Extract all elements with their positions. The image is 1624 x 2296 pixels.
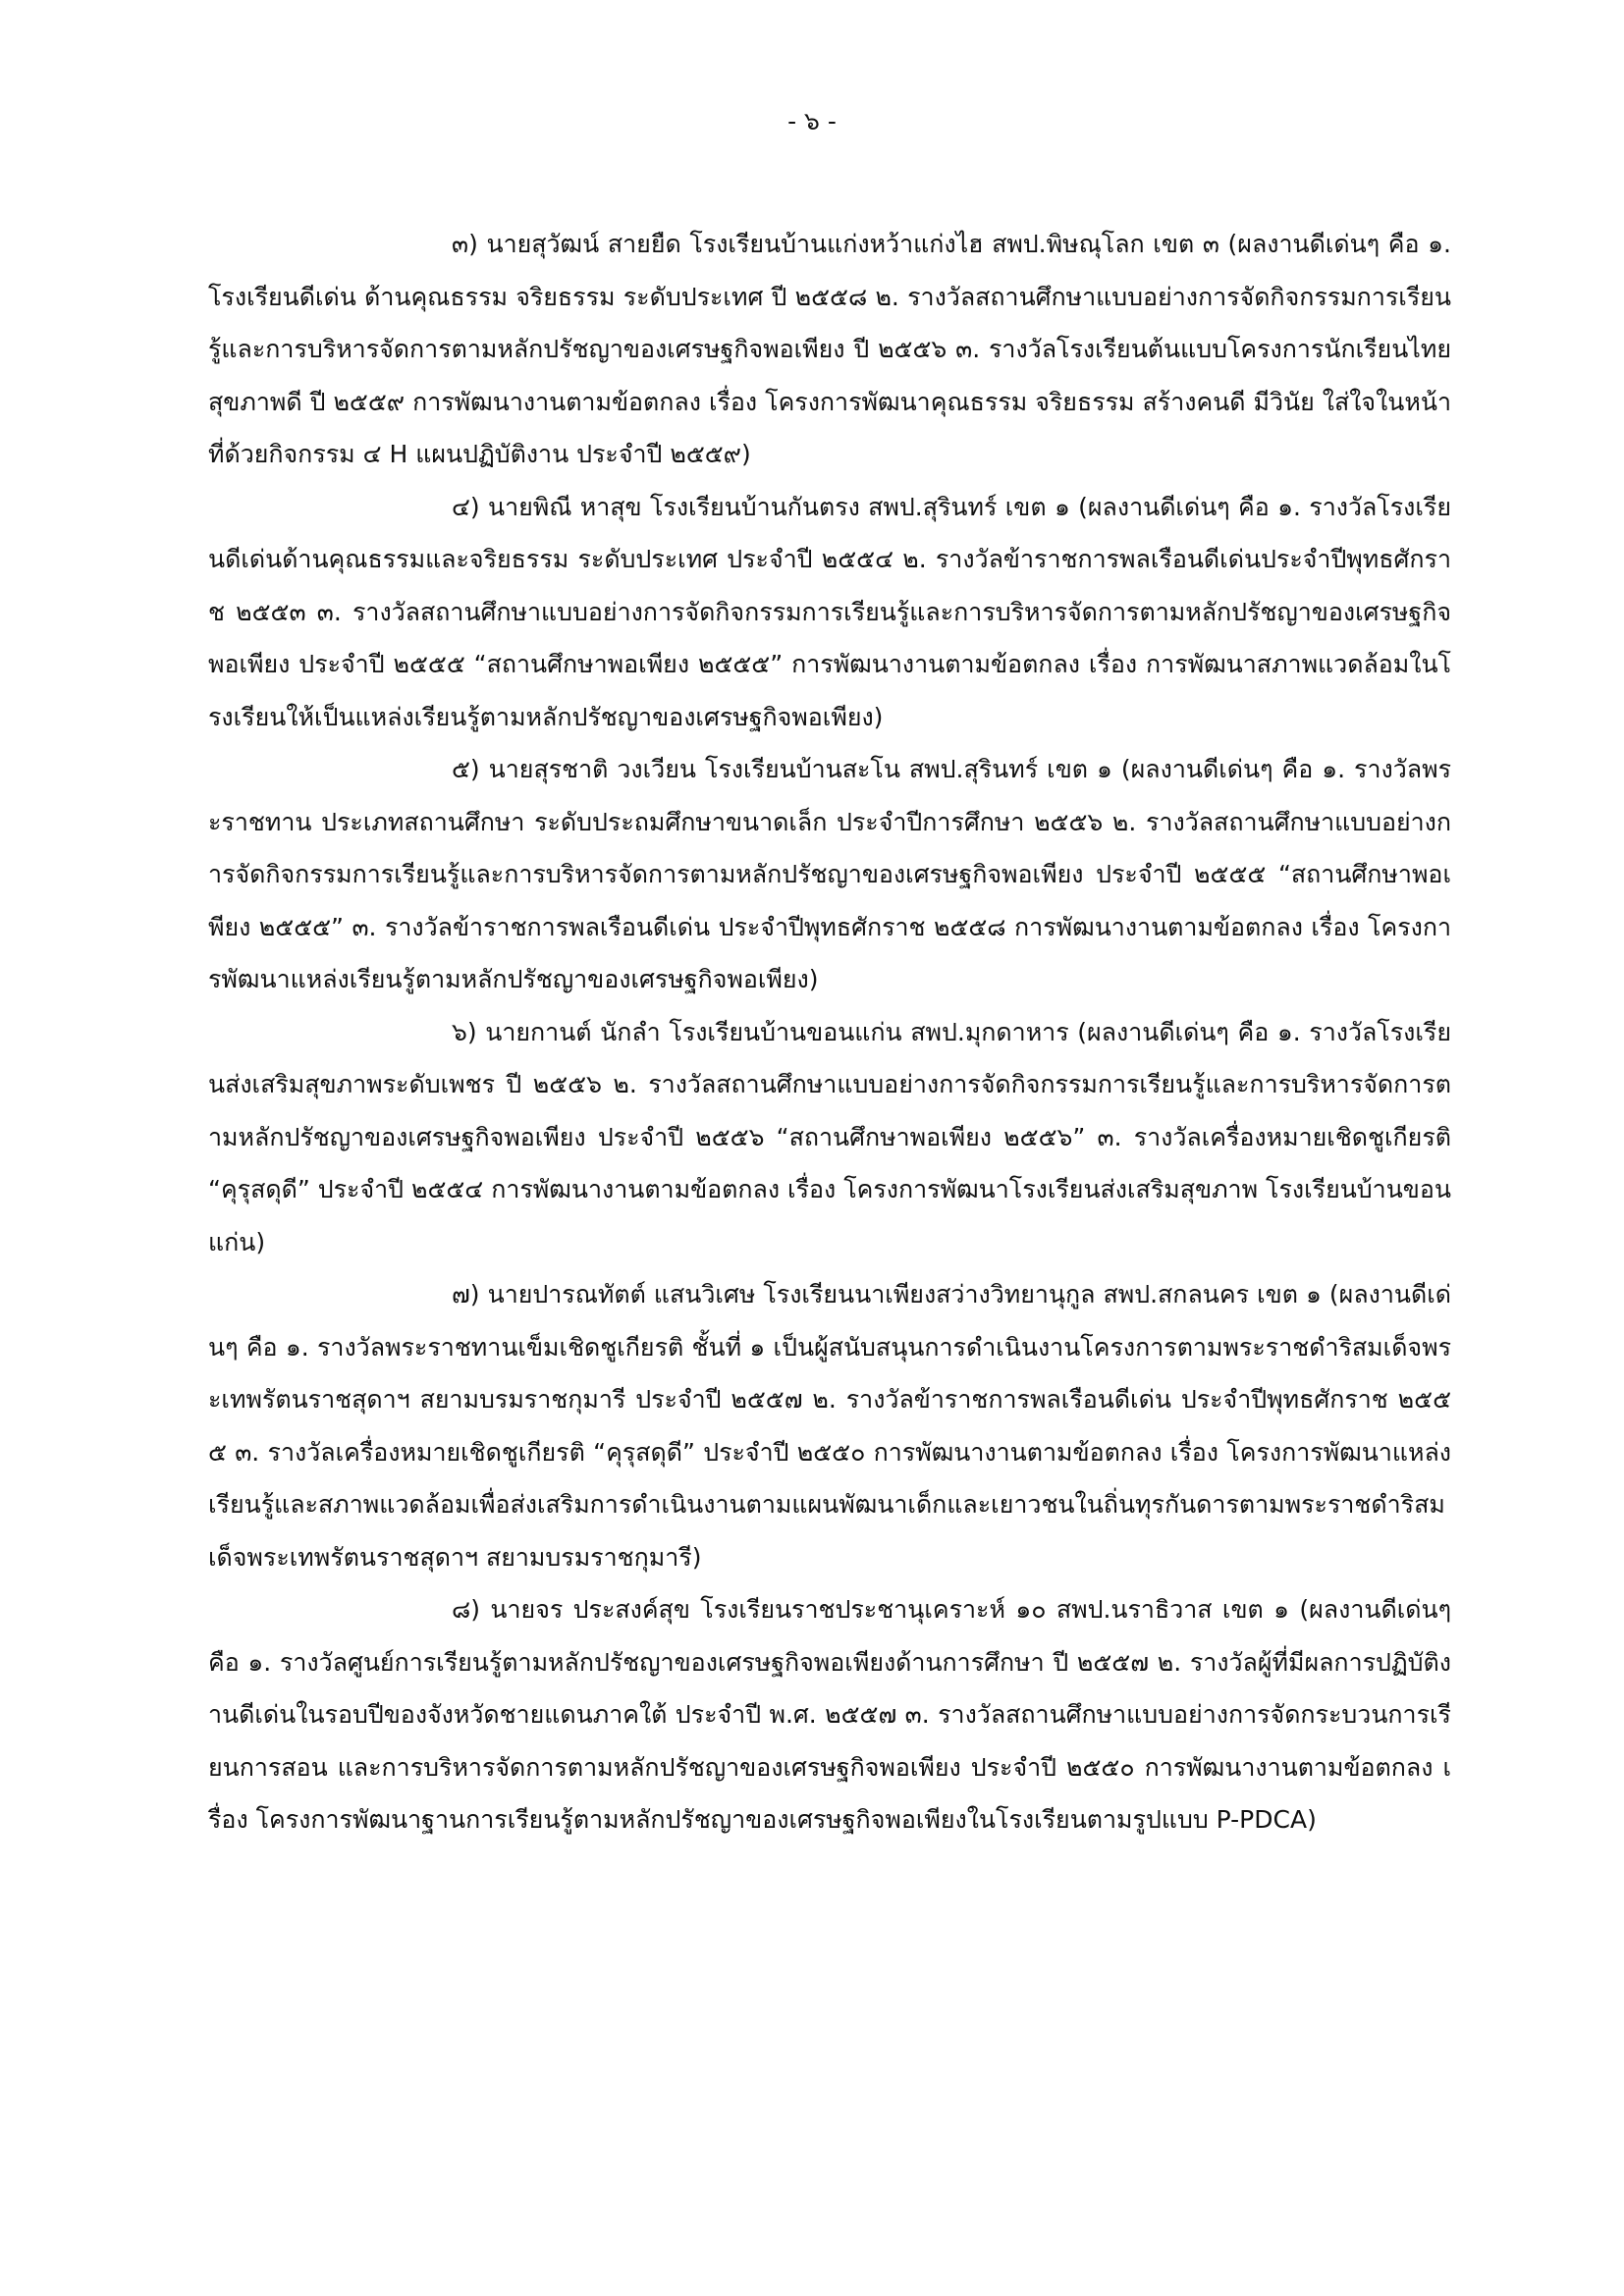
award-entry-8: ๘) นายจร ประสงค์สุข โรงเรียนราชประชานุเคราะห์ ๑๐ สพป.นราธิวาส เขต ๑ (ผลงานดีเด่นๆ คือ ๑. รางวัลศูนย์การเรียนรู้ตามหลักปรัชญาของเศรษฐกิจพอเพียงด้านการศึกษา ปี ๒๕๕๗ ๒. รางวัลผู้ที่มีผลการปฏิบัติงานดีเด่นในรอบปีของจังหวัดชายแดนภาคใต้ ประจำปี พ.ศ. ๒๕๕๗ ๓. รางวัลสถานศึกษาแบบอย่างการจัดกระบวนการเรียนการสอน และการบริหารจัดการตามหลักปรัชญาของเศรษฐกิจพอเพียง ประจำปี ๒๕๕๐ การพัฒนางานตามข้อตกลง เรื่อง โครงการพัฒนาฐานการเรียนรู้ตามหลักปรัชญาของเศรษฐกิจพอเพียงในโรงเรียนตามรูปแบบ P-PDCA) xyxy=(208,1595,1451,1834)
award-entry-7: ๗) นายปารณทัตต์ แสนวิเศษ โรงเรียนนาเพียงสว่างวิทยานุกูล สพป.สกลนคร เขต ๑ (ผลงานดีเด่นๆ คือ ๑. รางวัลพระราชทานเข็มเชิดชูเกียรติ ชั้นที่ ๑ เป็นผู้สนับสนุนการดำเนินงานโครงการตามพระราชดำริสมเด็จพระเทพรัตนราชสุดาฯ สยามบรมราชกุมารี ประจำปี ๒๕๕๗ ๒. รางวัลข้าราชการพลเรือนดีเด่น ประจำปีพุทธศักราช ๒๕๕๕ ๓. รางวัลเครื่องหมายเชิดชูเกียรติ “คุรุสดุดี” ประจำปี ๒๕๕๐ การพัฒนางานตามข้อตกลง เรื่อง โครงการพัฒนาแหล่งเรียนรู้และสภาพแวดล้อมเพื่อส่งเสริมการดำเนินงานตามแผนพัฒนาเด็กและเยาวชนในถิ่นทุรกันดารตามพระราชดำริสมเด็จพระเทพรัตนราชสุดาฯ สยามบรมราชกุมารี) xyxy=(208,1280,1451,1572)
page-number: - ๖ - xyxy=(787,107,837,135)
document-body xyxy=(208,218,1451,1846)
award-entry-6: ๖) นายกานต์ นักลำ โรงเรียนบ้านขอนแก่น สพป.มุกดาหาร (ผลงานดีเด่นๆ คือ ๑. รางวัลโรงเรียนส่งเสริมสุขภาพระดับเพชร ปี ๒๕๕๖ ๒. รางวัลสถานศึกษาแบบอย่างการจัดกิจกรรมการเรียนรู้และการบริหารจัดการตามหลักปรัชญาของเศรษฐกิจพอเพียง ประจำปี ๒๕๕๖ “สถานศึกษาพอเพียง ๒๕๕๖” ๓. รางวัลเครื่องหมายเชิดชูเกียรติ “คุรุสดุดี” ประจำปี ๒๕๕๔ การพัฒนางานตามข้อตกลง เรื่อง โครงการพัฒนาโรงเรียนส่งเสริมสุขภาพ โรงเรียนบ้านขอนแก่น) xyxy=(208,1017,1451,1256)
award-entry-3: ๓) นายสุวัฒน์ สายยืด โรงเรียนบ้านแก่งหว้าแก่งไฮ สพป.พิษณุโลก เขต ๓ (ผลงานดีเด่นๆ คือ ๑. โรงเรียนดีเด่น ด้านคุณธรรม จริยธรรม ระดับประเทศ ปี ๒๕๕๘ ๒. รางวัลสถานศึกษาแบบอย่างการจัดกิจกรรมการเรียนรู้และการบริหารจัดการตามหลักปรัชญาของเศรษฐกิจพอเพียง ปี ๒๕๕๖ ๓. รางวัลโรงเรียนต้นแบบโครงการนักเรียนไทยสุขภาพดี ปี ๒๕๕๙ การพัฒนางานตามข้อตกลง เรื่อง โครงการพัฒนาคุณธรรม จริยธรรม สร้างคนดี มีวินัย ใส่ใจในหน้าที่ด้วยกิจกรรม ๔ H แผนปฏิบัติงาน ประจำปี ๒๕๕๙) xyxy=(208,230,1451,468)
award-entry-4: ๔) นายพิณี หาสุข โรงเรียนบ้านกันตรง สพป.สุรินทร์ เขต ๑ (ผลงานดีเด่นๆ คือ ๑. รางวัลโรงเรียนดีเด่นด้านคุณธรรมและจริยธรรม ระดับประเทศ ประจำปี ๒๕๕๔ ๒. รางวัลข้าราชการพลเรือนดีเด่นประจำปีพุทธศักราช ๒๕๕๓ ๓. รางวัลสถานศึกษาแบบอย่างการจัดกิจกรรมการเรียนรู้และการบริหารจัดการตามหลักปรัชญาของเศรษฐกิจพอเพียง ประจำปี ๒๕๕๕ “สถานศึกษาพอเพียง ๒๕๕๕” การพัฒนางานตามข้อตกลง เรื่อง การพัฒนาสภาพแวดล้อมในโรงเรียนให้เป็นแหล่งเรียนรู้ตามหลักปรัชญาของเศรษฐกิจพอเพียง) xyxy=(208,492,1451,731)
award-entry-5: ๕) นายสุรชาติ วงเวียน โรงเรียนบ้านสะโน สพป.สุรินทร์ เขต ๑ (ผลงานดีเด่นๆ คือ ๑. รางวัลพระราชทาน ประเภทสถานศึกษา ระดับประถมศึกษาขนาดเล็ก ประจำปีการศึกษา ๒๕๕๖ ๒. รางวัลสถานศึกษาแบบอย่างการจัดกิจกรรมการเรียนรู้และการบริหารจัดการตามหลักปรัชญาของเศรษฐกิจพอเพียง ประจำปี ๒๕๕๕ “สถานศึกษาพอเพียง ๒๕๕๕” ๓. รางวัลข้าราชการพลเรือนดีเด่น ประจำปีพุทธศักราช ๒๕๕๘ การพัฒนางานตามข้อตกลง เรื่อง โครงการพัฒนาแหล่งเรียนรู้ตามหลักปรัชญาของเศรษฐกิจพอเพียง) xyxy=(208,755,1451,993)
